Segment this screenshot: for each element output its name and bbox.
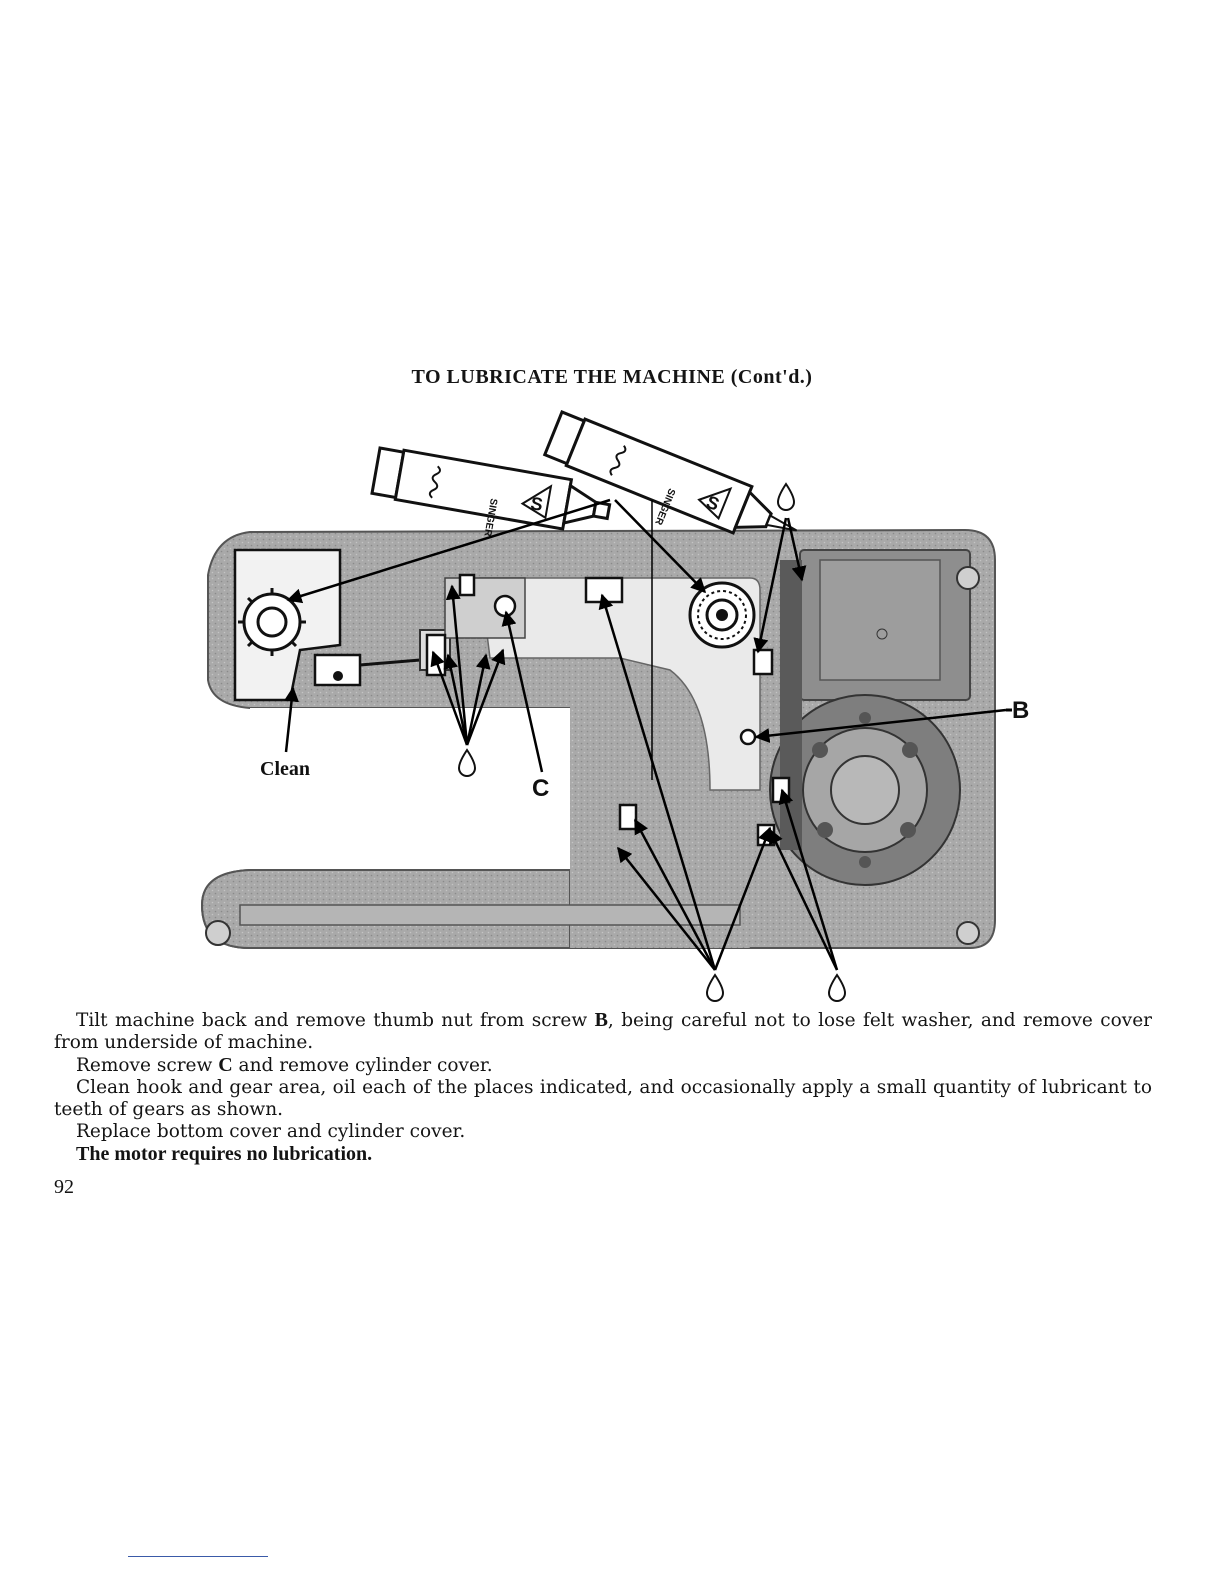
lubrication-diagram — [190, 400, 1040, 1005]
label-screw-c: C — [532, 775, 550, 802]
label-clean: Clean — [260, 758, 310, 780]
instruction-remove-screw: Remove screw C and remove cylinder cover. — [76, 1054, 493, 1076]
instruction-clean: Clean hook and gear area, oil each of the places indicated, and occasionally apply a small quantity of lubricant to teeth of gears as shown. — [54, 1077, 1152, 1120]
footer-rule — [128, 1556, 268, 1557]
page-number: 92 — [54, 1176, 74, 1198]
bevel-gear — [690, 583, 754, 647]
svg-text:SINGER: SINGER — [652, 486, 677, 527]
instruction-motor: The motor requires no lubrication. — [76, 1143, 373, 1165]
label-screw-b: B — [1012, 697, 1030, 724]
instruction-replace: Replace bottom cover and cylinder cover. — [76, 1121, 466, 1142]
instructions — [54, 1009, 1152, 1165]
instruction-tilt: Tilt machine back and remove thumb nut from screw B, being careful not to lose felt washer, and remove cover from underside of machine. — [54, 1009, 1153, 1053]
svg-text:S: S — [703, 491, 723, 515]
page-title: TO LUBRICATE THE MACHINE (Cont'd.) — [411, 366, 813, 388]
svg-text:SINGER: SINGER — [481, 497, 499, 538]
svg-text:S: S — [529, 493, 545, 515]
